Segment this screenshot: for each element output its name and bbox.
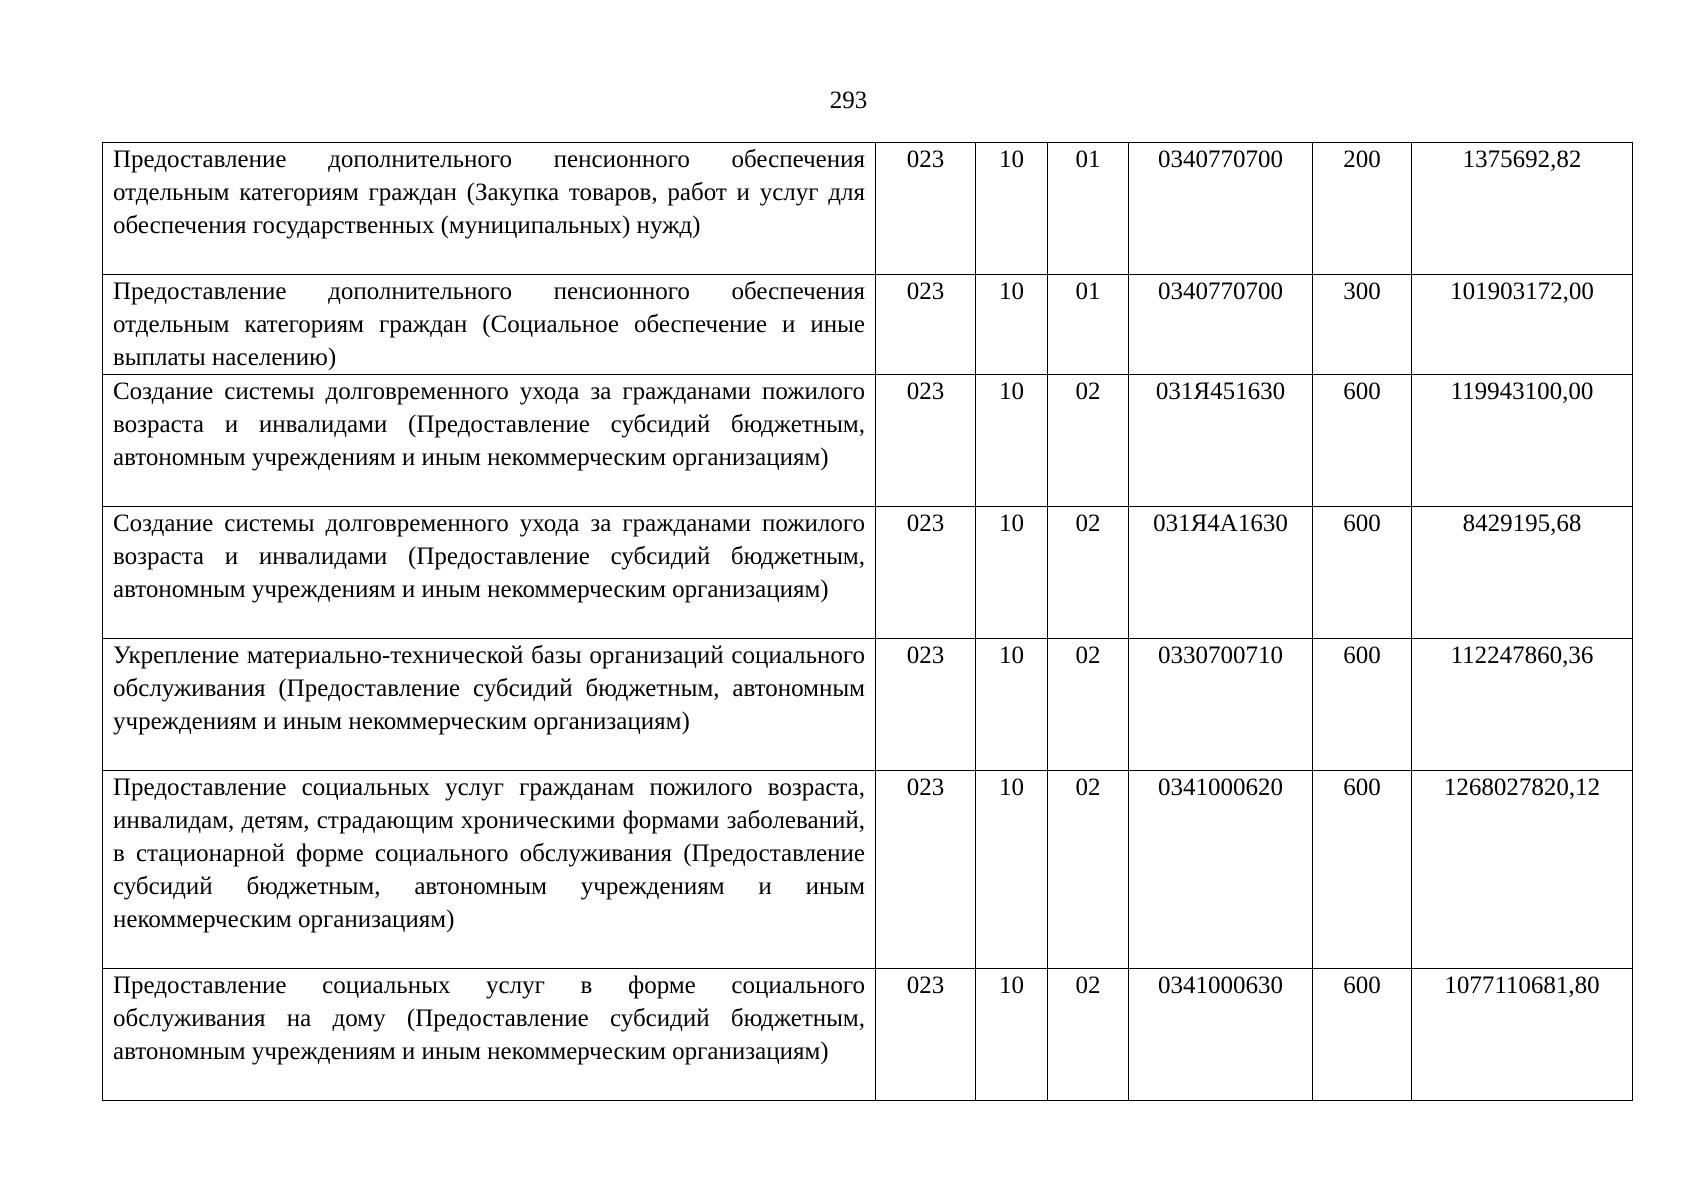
subsection-code: 01	[1048, 143, 1129, 275]
row-description: Предоставление дополнительного пенсионного обеспечения отдельным категориям граждан (Закупка товаров, работ и услуг для обеспечения государственных (муниципальных) нужд)	[103, 143, 876, 275]
amount: 101903172,00	[1412, 275, 1633, 375]
amount: 112247860,36	[1412, 639, 1633, 771]
row-description: Предоставление социальных услуг в форме социального обслуживания на дому (Предоставление субсидий бюджетным, автономным учреждениям и иным некоммерческим организациям)	[103, 969, 876, 1101]
subsection-code: 02	[1048, 969, 1129, 1101]
table-row	[103, 275, 1633, 375]
subsection-code: 02	[1048, 507, 1129, 639]
row-description: Создание системы долговременного ухода за гражданами пожилого возраста и инвалидами (Предоставление субсидий бюджетным, автономным учреждениям и иным некоммерческим организациям)	[103, 375, 876, 507]
amount: 119943100,00	[1412, 375, 1633, 507]
ministry-code: 023	[876, 969, 976, 1101]
target-article-code: 0340770700	[1129, 143, 1313, 275]
row-description: Предоставление дополнительного пенсионного обеспечения отдельным категориям граждан (Социальное обеспечение и иные выплаты населению)	[103, 275, 876, 375]
row-description: Создание системы долговременного ухода за гражданами пожилого возраста и инвалидами (Предоставление субсидий бюджетным, автономным учреждениям и иным некоммерческим организациям)	[103, 507, 876, 639]
amount: 8429195,68	[1412, 507, 1633, 639]
table-row	[103, 143, 1633, 275]
row-description: Укрепление материально-технической базы организаций социального обслуживания (Предоставление субсидий бюджетным, автономным учреждениям и иным некоммерческим организациям)	[103, 639, 876, 771]
page-number: 293	[829, 87, 868, 114]
section-code: 10	[976, 639, 1048, 771]
amount: 1375692,82	[1412, 143, 1633, 275]
section-code: 10	[976, 771, 1048, 969]
amount: 1077110681,80	[1412, 969, 1633, 1101]
target-article-code: 031Я451630	[1129, 375, 1313, 507]
subsection-code: 02	[1048, 771, 1129, 969]
subsection-code: 01	[1048, 275, 1129, 375]
ministry-code: 023	[876, 771, 976, 969]
table-row	[103, 639, 1633, 771]
budget-table	[102, 142, 1633, 1101]
ministry-code: 023	[876, 507, 976, 639]
table-row	[103, 969, 1633, 1101]
expense-type-code: 300	[1313, 275, 1412, 375]
target-article-code: 0340770700	[1129, 275, 1313, 375]
section-code: 10	[976, 275, 1048, 375]
target-article-code: 0341000630	[1129, 969, 1313, 1101]
target-article-code: 0330700710	[1129, 639, 1313, 771]
ministry-code: 023	[876, 375, 976, 507]
section-code: 10	[976, 969, 1048, 1101]
row-description: Предоставление социальных услуг гражданам пожилого возраста, инвалидам, детям, страдающим хроническими формами заболеваний, в стационарной форме социального обслуживания (Предоставление субсидий бюджетным, автономным учреждениям и иным некоммерческим организациям)	[103, 771, 876, 969]
subsection-code: 02	[1048, 375, 1129, 507]
table-row	[103, 507, 1633, 639]
target-article-code: 031Я4А1630	[1129, 507, 1313, 639]
ministry-code: 023	[876, 275, 976, 375]
expense-type-code: 600	[1313, 507, 1412, 639]
section-code: 10	[976, 375, 1048, 507]
table-row	[103, 771, 1633, 969]
expense-type-code: 600	[1313, 375, 1412, 507]
expense-type-code: 200	[1313, 143, 1412, 275]
expense-type-code: 600	[1313, 639, 1412, 771]
section-code: 10	[976, 143, 1048, 275]
target-article-code: 0341000620	[1129, 771, 1313, 969]
section-code: 10	[976, 507, 1048, 639]
table-row	[103, 375, 1633, 507]
expense-type-code: 600	[1313, 969, 1412, 1101]
ministry-code: 023	[876, 639, 976, 771]
amount: 1268027820,12	[1412, 771, 1633, 969]
subsection-code: 02	[1048, 639, 1129, 771]
expense-type-code: 600	[1313, 771, 1412, 969]
ministry-code: 023	[876, 143, 976, 275]
